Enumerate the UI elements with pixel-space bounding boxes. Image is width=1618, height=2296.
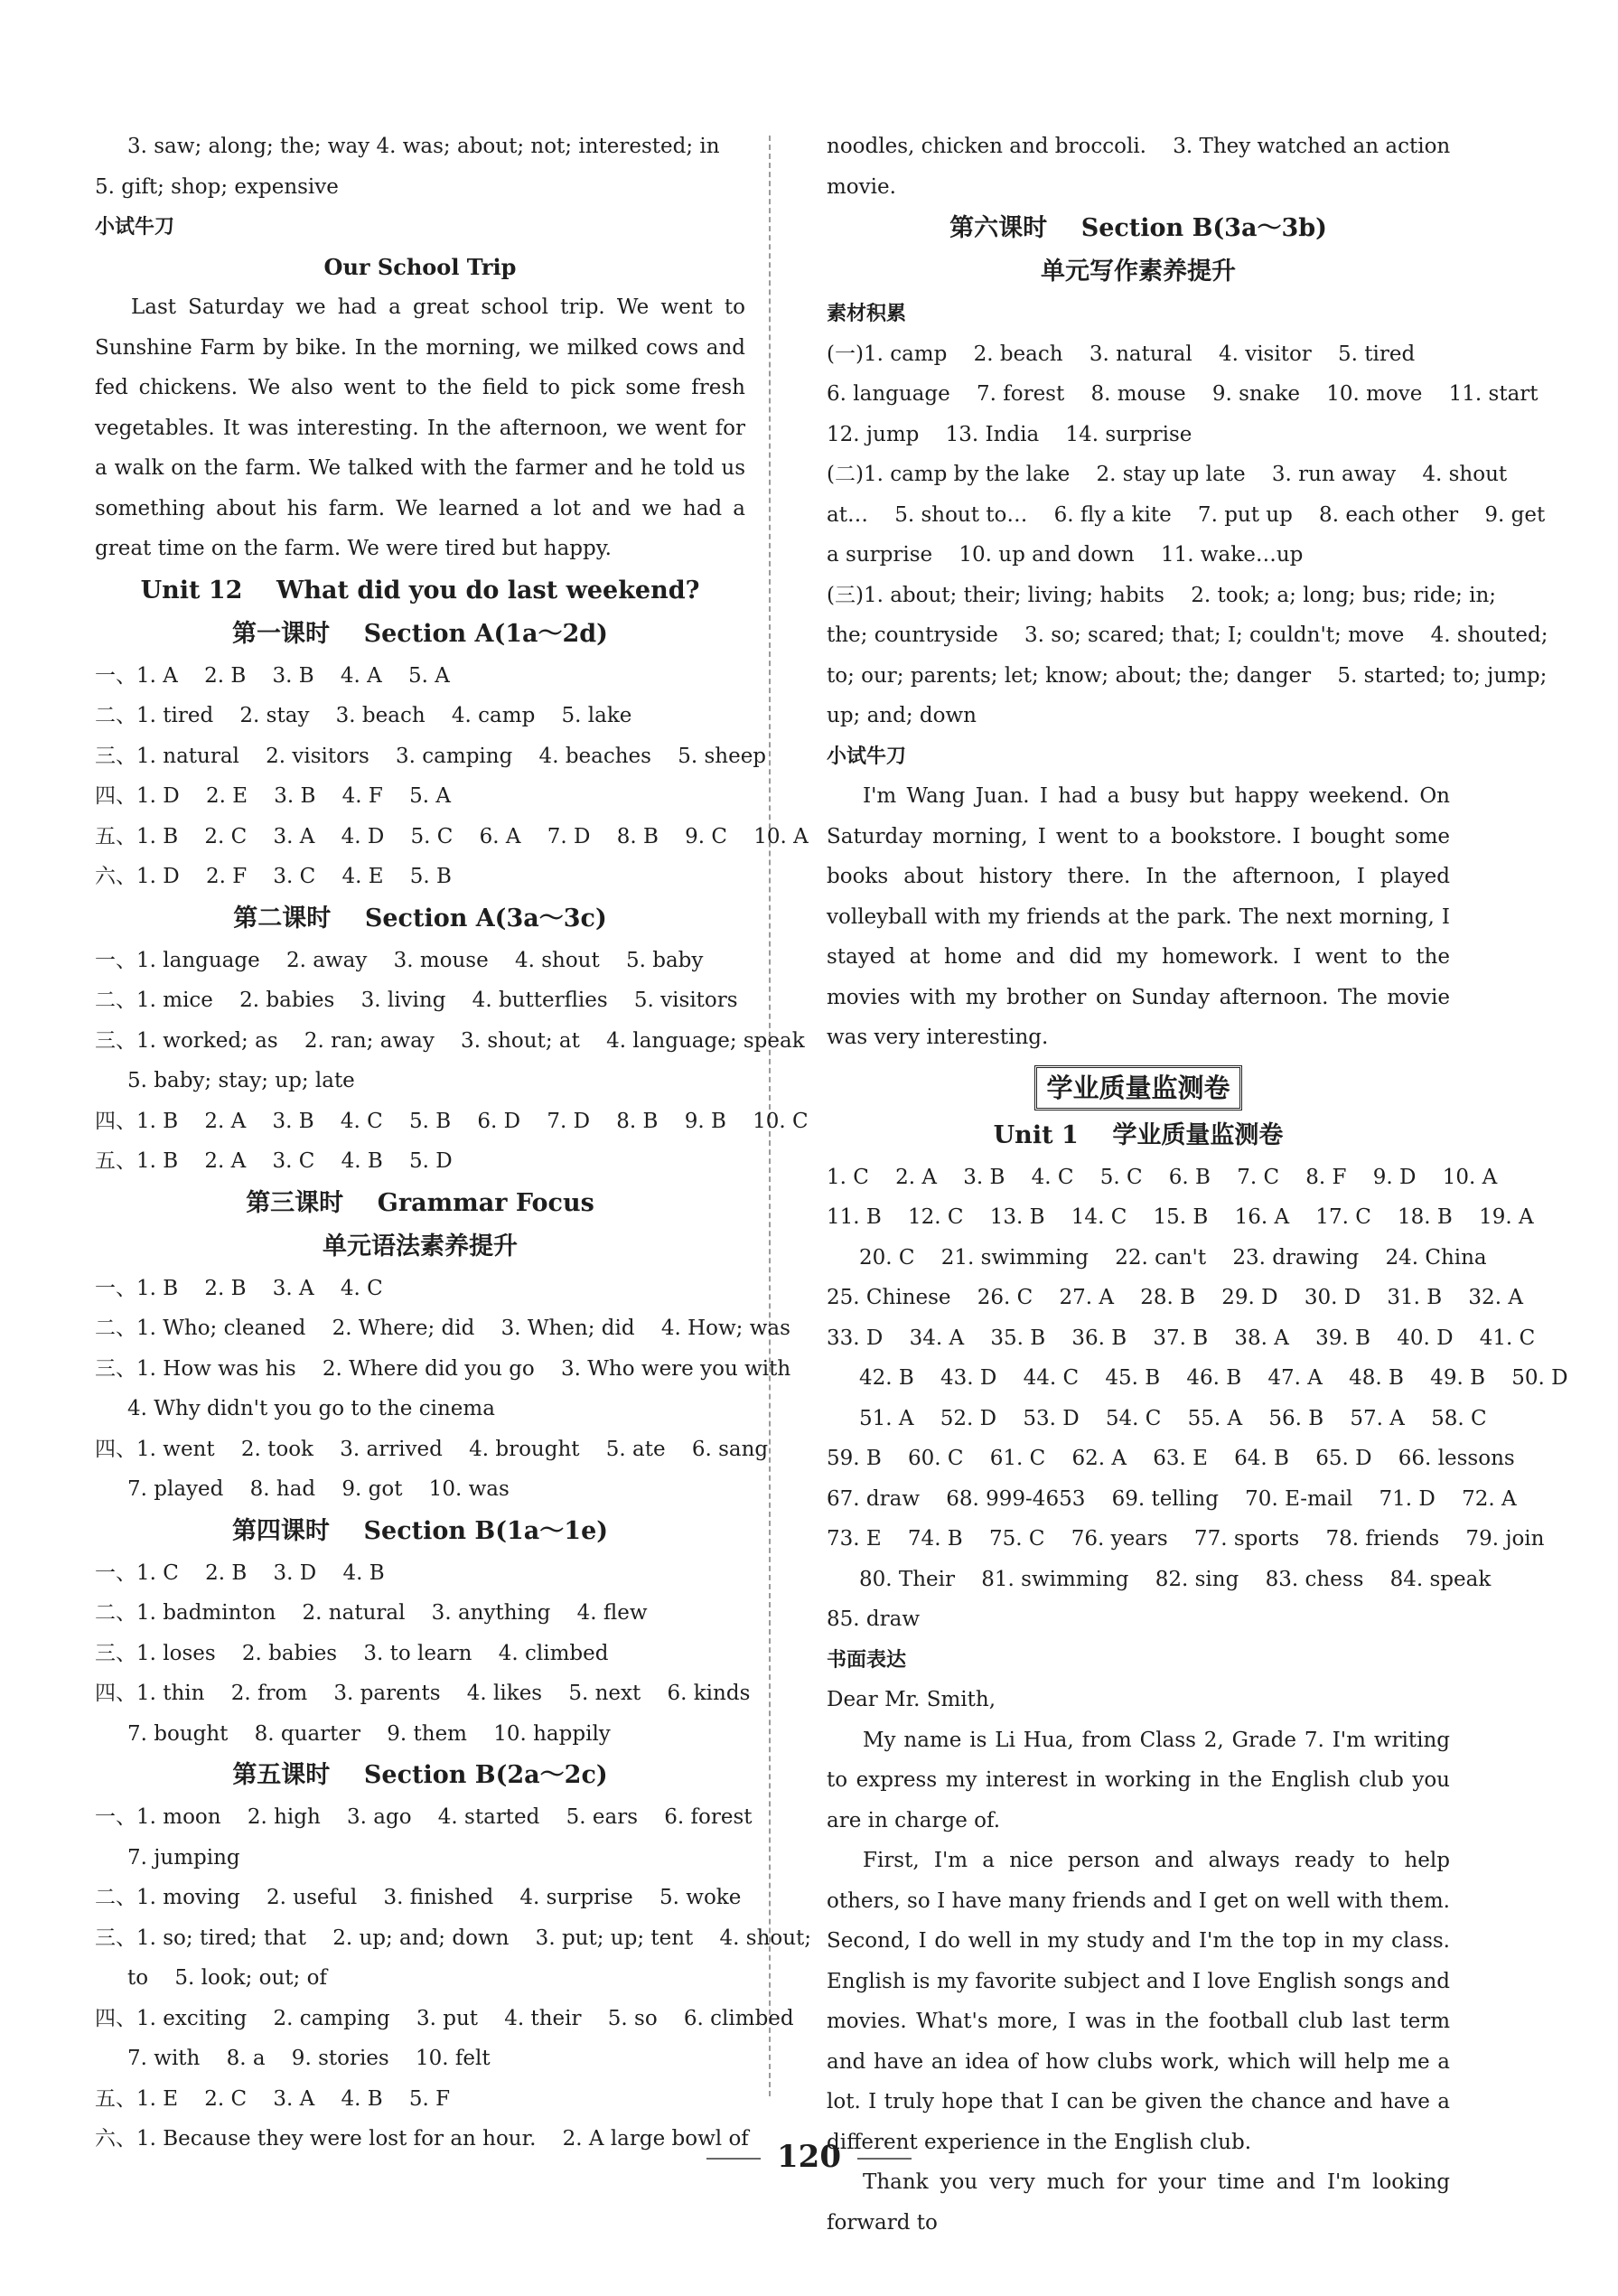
answer-line: 7. with 8. a 9. stories 10. felt (127, 2047, 491, 2070)
answer-line: 二、1. badminton 2. natural 3. anything 4. flew (95, 1601, 648, 1625)
answer-line: 三、1. natural 2. visitors 3. camping 4. beaches 5. sheep (95, 744, 767, 768)
page-number (0, 2134, 1618, 2179)
answer-line: 59. B 60. C 61. C 62. A 63. E 64. B 65. D 66. lessons (827, 1447, 1515, 1470)
answer-line: 80. Their 81. swimming 82. sing 83. chess 84. speak (859, 1567, 1492, 1591)
banner-title: 学业质量监测卷 (1034, 1065, 1241, 1111)
answer-line: 一、1. B 2. B 3. A 4. C (95, 1276, 383, 1300)
answer-line: 33. D 34. A 35. B 36. B 37. B 38. A 39. B 40. D 41. C (827, 1326, 1536, 1350)
answer-line: 二、1. tired 2. stay 3. beach 4. camp 5. lake (95, 704, 632, 727)
lesson-subtitle: 单元写作素养提升 (1041, 258, 1236, 286)
answer-line: 12. jump 13. India 14. surprise (827, 422, 1192, 446)
answer-line: at… 5. shout to… 6. fly a kite 7. put up 8. each other 9. get (827, 502, 1546, 527)
answer-line: 20. C 21. swimming 22. can't 23. drawing 24. China (859, 1245, 1487, 1270)
answer-line: 42. B 43. D 44. C 45. B 46. B 47. A 48. B 49. B 50. D (859, 1366, 1568, 1390)
answer-line: 5. baby; stay; up; late (127, 1069, 355, 1092)
left-column (95, 127, 812, 2160)
answer-line: 一、1. C 2. B 3. D 4. B (95, 1560, 385, 1585)
quality-test-banner (827, 1065, 1450, 1111)
answer-line: 三、1. How was his 2. Where did you go 3. Who were you with (95, 1356, 791, 1381)
answer-line: (三)1. about; their; living; habits 2. took; a; long; bus; ride; in; (827, 583, 1497, 607)
answer-line: 7. played 8. had 9. got 10. was (127, 1477, 510, 1501)
answer-line: 五、1. E 2. C 3. A 4. B 5. F (95, 2086, 451, 2111)
page-number-text: 120 (777, 2139, 841, 2175)
answer-line: up; and; down (827, 704, 977, 727)
right-column (827, 127, 1568, 2243)
answer-line: 二、1. Who; cleaned 2. Where; did 3. When; did 4. How; was (95, 1317, 790, 1340)
answer-line: 67. draw 68. 999-4653 69. telling 70. E-mail 71. D 72. A (827, 1486, 1517, 1511)
answer-line: to 5. look; out; of (127, 1966, 327, 1990)
answer-line: (二)1. camp by the lake 2. stay up late 3. run away 4. shout (827, 463, 1508, 486)
answer-line: (一)1. camp 2. beach 3. natural 4. visitor 5. tired (827, 342, 1416, 366)
answer-line: 5. gift; shop; expensive (95, 174, 339, 199)
answer-line: movie. (827, 174, 896, 199)
answer-line: 一、1. language 2. away 3. mouse 4. shout 5. baby (95, 948, 704, 972)
lesson-title: 第六课时 Section B(3a～3b) (949, 214, 1327, 242)
lesson-title: 第二课时 Section A(3a～3c) (233, 904, 607, 932)
answer-line: 五、1. B 2. C 3. A 4. D 5. C 6. A 7. D 8. B 9. C 10. A (95, 824, 809, 848)
answer-line: 11. B 12. C 13. B 14. C 15. B 16. A 17. C 18. B 19. A (827, 1205, 1534, 1229)
answer-line: 7. jumping (127, 1845, 240, 1870)
answer-line: 三、1. so; tired; that 2. up; and; down 3. put; up; tent 4. shout; (95, 1926, 812, 1950)
page-number-dash-right (857, 2158, 912, 2160)
letter-greeting: Dear Mr. Smith, (827, 1688, 996, 1711)
lesson-title: 第五课时 Section B(2a～2c) (232, 1761, 608, 1789)
essay-text: I'm Wang Juan. I had a busy but happy weekend. On Saturday morning, I went to a bookstore. I bought some books about history there. In the afternoon, I played volleyball with my friends at the park. The next morning, I stayed at home and did my homework. I went to the movies with my brother on Sunday afternoon. The movie was very interesting. (827, 784, 1450, 1049)
page-number-dash-left (706, 2158, 761, 2160)
lesson-title: 第四课时 Section B(1a～1e) (231, 1516, 609, 1545)
answer-line: 6. language 7. forest 8. mouse 9. snake 10. move 11. start (827, 382, 1539, 406)
answer-line: 二、1. moving 2. useful 3. finished 4. surprise 5. woke (95, 1886, 742, 1909)
answer-line: 二、1. mice 2. babies 3. living 4. butterflies 5. visitors (95, 989, 738, 1012)
answer-line: 三、1. loses 2. babies 3. to learn 4. climbed (95, 1641, 609, 1665)
answer-line: 四、1. thin 2. from 3. parents 4. likes 5. next 6. kinds (95, 1682, 751, 1705)
answer-line: 六、1. D 2. F 3. C 4. E 5. B (95, 865, 452, 888)
answer-line: 85. draw (827, 1607, 921, 1631)
essay-title: Our School Trip (323, 253, 517, 280)
letter-paragraph: My name is Li Hua, from Class 2, Grade 7. I'm writing to express my interest in working in the English club you are in charge of. (827, 1728, 1450, 1832)
section-label-trial: 小试牛刀 (827, 744, 907, 768)
answer-line: the; countryside 3. so; scared; that; I; couldn't; move 4. shouted; (827, 623, 1548, 647)
answer-line: 五、1. B 2. A 3. C 4. B 5. D (95, 1149, 453, 1173)
answer-line: 一、1. A 2. B 3. B 4. A 5. A (95, 663, 450, 688)
section-label-materials: 素材积累 (827, 302, 907, 325)
answer-line: 三、1. worked; as 2. ran; away 3. shout; at 4. language; speak (95, 1028, 805, 1053)
answer-line: 一、1. moon 2. high 3. ago 4. started 5. ears 6. forest (95, 1805, 753, 1829)
essay-text: Last Saturday we had a great school trip. We went to Sunshine Farm by bike. In the morning, we milked cows and fed chickens. We also went to the field to pick some fresh vegetables. It was interesting. In the afternoon, we went for a walk on the farm. We talked with the farmer and he told us something about his farm. We learned a lot and we had a great time on the farm. We were tired but happy. (95, 295, 745, 560)
answer-line: 四、1. D 2. E 3. B 4. F 5. A (95, 784, 451, 808)
lesson-title: 第一课时 Section A(1a～2d) (232, 619, 608, 648)
answer-line: 四、1. went 2. took 3. arrived 4. brought 5. ate 6. sang (95, 1437, 769, 1461)
section-label-trial: 小试牛刀 (95, 215, 175, 239)
answer-line: 25. Chinese 26. C 27. A 28. B 29. D 30. D 31. B 32. A (827, 1286, 1523, 1309)
lesson-title: 第三课时 Grammar Focus (246, 1188, 594, 1217)
letter-paragraph: First, I'm a nice person and always ready to help others, so I have many friends and I get on well with them. Second, I do well in my study and I'm the top in my class. English is my favorite subject and I love English songs and movies. What's more, I was in the football club last term and have an idea of how clubs work, which will help me a lot. I truly hope that I can be given the chance and have a different experience in the English club. (827, 1849, 1450, 2154)
answer-line: noodles, chicken and broccoli. 3. They watched an action (827, 135, 1451, 158)
letter-paragraph: Thank you very much for your time and I'm looking forward to (827, 2170, 1450, 2235)
answer-line: 3. saw; along; the; way 4. was; about; not; interested; in (127, 135, 720, 158)
answer-line: 六、1. Because they were lost for an hour. 2. A large bowl of (95, 2127, 749, 2151)
answer-line: 四、1. exciting 2. camping 3. put 4. their 5. so 6. climbed (95, 2006, 794, 2030)
section-label-writing: 书面表达 (827, 1647, 907, 1672)
answer-line: 7. bought 8. quarter 9. them 10. happily (127, 1721, 611, 1746)
answer-line: 73. E 74. B 75. C 76. years 77. sports 78. friends 79. join (827, 1527, 1545, 1551)
answer-line: 51. A 52. D 53. D 54. C 55. A 56. B 57. A 58. C (859, 1406, 1487, 1430)
answer-line: 4. Why didn't you go to the cinema (127, 1397, 495, 1420)
lesson-subtitle: 单元语法素养提升 (323, 1232, 518, 1260)
unit-test-title: Unit 1 学业质量监测卷 (993, 1120, 1284, 1149)
answer-line: to; our; parents; let; know; about; the; danger 5. started; to; jump; (827, 663, 1548, 688)
answer-line: 1. C 2. A 3. B 4. C 5. C 6. B 7. C 8. F 9. D 10. A (827, 1165, 1498, 1189)
answer-line: a surprise 10. up and down 11. wake…up (827, 543, 1304, 567)
unit-title: Unit 12 What did you do last weekend? (140, 576, 700, 604)
answer-line: 四、1. B 2. A 3. B 4. C 5. B 6. D 7. D 8. B 9. B 10. C (95, 1109, 809, 1133)
